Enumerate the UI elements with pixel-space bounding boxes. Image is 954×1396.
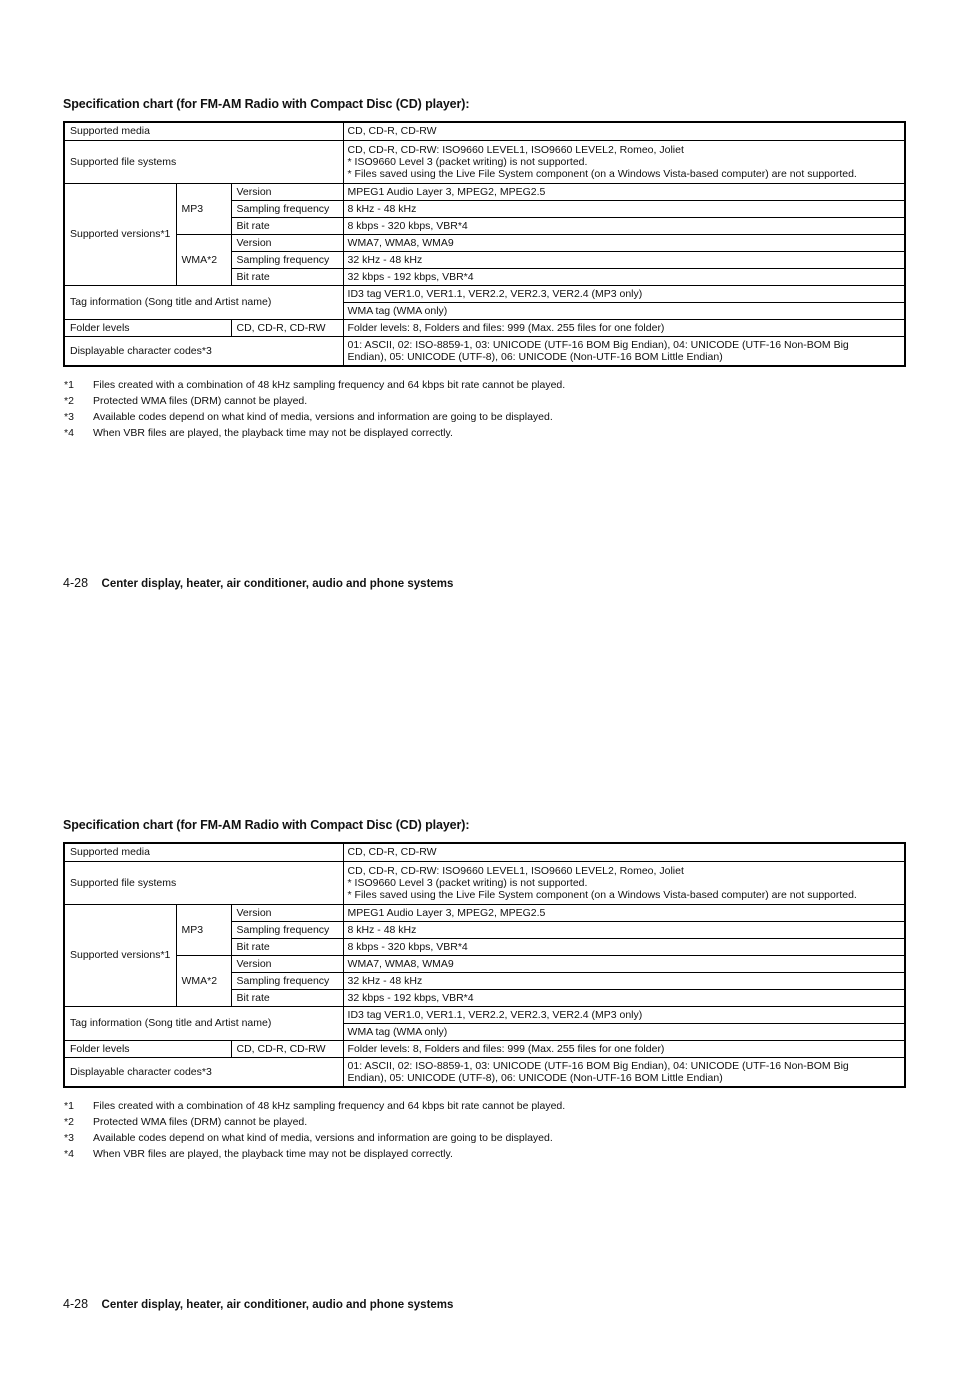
label-supported-media: Supported media — [64, 843, 343, 861]
footnote-text: Files created with a combination of 48 kHz sampling frequency and 64 kbps bit rate cannot be played. — [93, 379, 566, 391]
wma-attr-name: Bit rate — [231, 268, 343, 285]
mp3-attr-name: Version — [231, 183, 343, 200]
footnote-text: When VBR files are played, the playback time may not be displayed correctly. — [93, 1148, 453, 1160]
footnote-text: Protected WMA files (DRM) cannot be played. — [93, 1116, 308, 1128]
value-file-systems — [343, 140, 905, 183]
mp3-attr-value: 8 kHz - 48 kHz — [343, 921, 905, 938]
label-mp3: MP3 — [176, 183, 231, 234]
char-codes-line: 01: ASCII, 02: ISO-8859-1, 03: UNICODE (UTF-16 BOM Big Endian), 04: UNICODE (UTF-16 Non-BOM Big — [347, 1059, 849, 1072]
label-supported-versions: Supported versions*1 — [64, 183, 176, 285]
footnote-text: Available codes depend on what kind of media, versions and information are going to be displayed. — [93, 411, 553, 423]
footnote-1 — [64, 377, 565, 393]
mp3-attr-name: Sampling frequency — [231, 921, 343, 938]
footnote-mark: *1 — [64, 1100, 74, 1112]
row-folder-levels — [64, 319, 905, 336]
file-systems-line: CD, CD-R, CD-RW: ISO9660 LEVEL1, ISO9660 LEVEL2, Romeo, Joliet — [347, 864, 684, 877]
footnote-mark: *2 — [64, 1116, 74, 1128]
wma-attr-name: Version — [231, 234, 343, 251]
page-number: 4-28 — [63, 576, 89, 590]
page-footer — [63, 576, 453, 590]
row-supported-media — [64, 843, 905, 861]
footnote-mark: *3 — [64, 411, 74, 423]
mp3-attr-value: 8 kbps - 320 kbps, VBR*4 — [343, 217, 905, 234]
page-copy-1 — [0, 0, 954, 675]
row-tag-id3 — [64, 285, 905, 302]
wma-attr-value: 32 kbps - 192 kbps, VBR*4 — [343, 989, 905, 1006]
wma-attr-name: Bit rate — [231, 989, 343, 1006]
row-char-codes — [64, 1057, 905, 1087]
mp3-attr-value: MPEG1 Audio Layer 3, MPEG2, MPEG2.5 — [343, 183, 905, 200]
footnotes — [64, 1098, 565, 1162]
footnote-text: When VBR files are played, the playback time may not be displayed correctly. — [93, 427, 453, 439]
wma-attr-value: 32 kHz - 48 kHz — [343, 251, 905, 268]
file-systems-line: * Files saved using the Live File System component (on a Windows Vista-based computer) are not supported. — [347, 167, 857, 180]
char-codes-line: 01: ASCII, 02: ISO-8859-1, 03: UNICODE (UTF-16 BOM Big Endian), 04: UNICODE (UTF-16 Non-BOM Big — [347, 338, 849, 351]
footer-section-title: Center display, heater, air conditioner, audio and phone systems — [101, 1299, 454, 1311]
wma-attr-name: Sampling frequency — [231, 251, 343, 268]
label-supported-media: Supported media — [64, 122, 343, 140]
footer-section-title: Center display, heater, air conditioner, audio and phone systems — [101, 578, 454, 590]
label-folder-levels: Folder levels — [64, 319, 231, 336]
footnote-1 — [64, 1098, 565, 1114]
value-folder-levels: Folder levels: 8, Folders and files: 999 (Max. 255 files for one folder) — [343, 319, 905, 336]
footnote-2 — [64, 1114, 565, 1130]
char-codes-line: Endian), 05: UNICODE (UTF-8), 06: UNICODE (Non-UTF-16 BOM Little Endian) — [347, 1071, 723, 1084]
row-wma-version — [64, 955, 905, 972]
value-char-codes — [343, 1057, 905, 1087]
footnote-3 — [64, 1130, 565, 1146]
page-copy-2 — [0, 721, 954, 1396]
file-systems-line: CD, CD-R, CD-RW: ISO9660 LEVEL1, ISO9660 LEVEL2, Romeo, Joliet — [347, 143, 684, 156]
chart-title: Specification chart (for FM-AM Radio with Compact Disc (CD) player): — [63, 97, 470, 111]
wma-attr-value: WMA7, WMA8, WMA9 — [343, 955, 905, 972]
row-mp3-version — [64, 183, 905, 200]
wma-attr-value: WMA7, WMA8, WMA9 — [343, 234, 905, 251]
row-mp3-version — [64, 904, 905, 921]
mp3-attr-name: Bit rate — [231, 217, 343, 234]
footnote-mark: *4 — [64, 1148, 74, 1160]
folder-levels-media: CD, CD-R, CD-RW — [231, 319, 343, 336]
footnote-mark: *1 — [64, 379, 74, 391]
footnote-4 — [64, 425, 565, 441]
footnote-mark: *4 — [64, 427, 74, 439]
value-tag-wma: WMA tag (WMA only) — [343, 302, 905, 319]
row-folder-levels — [64, 1040, 905, 1057]
chart-title: Specification chart (for FM-AM Radio with Compact Disc (CD) player): — [63, 818, 470, 832]
folder-levels-media: CD, CD-R, CD-RW — [231, 1040, 343, 1057]
row-tag-id3 — [64, 1006, 905, 1023]
footnote-4 — [64, 1146, 565, 1162]
value-folder-levels: Folder levels: 8, Folders and files: 999 (Max. 255 files for one folder) — [343, 1040, 905, 1057]
label-file-systems: Supported file systems — [64, 861, 343, 904]
footnote-text: Available codes depend on what kind of media, versions and information are going to be displayed. — [93, 1132, 553, 1144]
row-supported-media — [64, 122, 905, 140]
label-file-systems: Supported file systems — [64, 140, 343, 183]
file-systems-line: * Files saved using the Live File System component (on a Windows Vista-based computer) are not supported. — [347, 888, 857, 901]
mp3-attr-name: Bit rate — [231, 938, 343, 955]
spec-table — [63, 842, 906, 1088]
label-wma: WMA*2 — [176, 234, 231, 285]
footnote-mark: *3 — [64, 1132, 74, 1144]
page-number: 4-28 — [63, 1297, 89, 1311]
mp3-attr-value: 8 kHz - 48 kHz — [343, 200, 905, 217]
footnote-2 — [64, 393, 565, 409]
mp3-attr-name: Version — [231, 904, 343, 921]
row-file-systems — [64, 140, 905, 183]
file-systems-line: * ISO9660 Level 3 (packet writing) is not supported. — [347, 876, 588, 889]
footnote-text: Protected WMA files (DRM) cannot be played. — [93, 395, 308, 407]
wma-attr-value: 32 kbps - 192 kbps, VBR*4 — [343, 268, 905, 285]
label-folder-levels: Folder levels — [64, 1040, 231, 1057]
value-tag-id3: ID3 tag VER1.0, VER1.1, VER2.2, VER2.3, VER2.4 (MP3 only) — [343, 285, 905, 302]
label-wma: WMA*2 — [176, 955, 231, 1006]
row-wma-version — [64, 234, 905, 251]
value-supported-media: CD, CD-R, CD-RW — [343, 843, 905, 861]
label-char-codes: Displayable character codes*3 — [64, 1057, 343, 1087]
spec-table — [63, 121, 906, 367]
page-footer — [63, 1297, 453, 1311]
value-char-codes — [343, 336, 905, 366]
value-supported-media: CD, CD-R, CD-RW — [343, 122, 905, 140]
mp3-attr-value: 8 kbps - 320 kbps, VBR*4 — [343, 938, 905, 955]
wma-attr-name: Version — [231, 955, 343, 972]
mp3-attr-value: MPEG1 Audio Layer 3, MPEG2, MPEG2.5 — [343, 904, 905, 921]
footnote-text: Files created with a combination of 48 kHz sampling frequency and 64 kbps bit rate cannot be played. — [93, 1100, 566, 1112]
footnotes — [64, 377, 565, 441]
footnote-3 — [64, 409, 565, 425]
wma-attr-value: 32 kHz - 48 kHz — [343, 972, 905, 989]
label-char-codes: Displayable character codes*3 — [64, 336, 343, 366]
row-file-systems — [64, 861, 905, 904]
label-mp3: MP3 — [176, 904, 231, 955]
value-file-systems — [343, 861, 905, 904]
wma-attr-name: Sampling frequency — [231, 972, 343, 989]
footnote-mark: *2 — [64, 395, 74, 407]
row-char-codes — [64, 336, 905, 366]
label-tag-info: Tag information (Song title and Artist name) — [64, 1006, 343, 1040]
label-tag-info: Tag information (Song title and Artist name) — [64, 285, 343, 319]
value-tag-id3: ID3 tag VER1.0, VER1.1, VER2.2, VER2.3, VER2.4 (MP3 only) — [343, 1006, 905, 1023]
char-codes-line: Endian), 05: UNICODE (UTF-8), 06: UNICODE (Non-UTF-16 BOM Little Endian) — [347, 350, 723, 363]
value-tag-wma: WMA tag (WMA only) — [343, 1023, 905, 1040]
mp3-attr-name: Sampling frequency — [231, 200, 343, 217]
label-supported-versions: Supported versions*1 — [64, 904, 176, 1006]
file-systems-line: * ISO9660 Level 3 (packet writing) is not supported. — [347, 155, 588, 168]
